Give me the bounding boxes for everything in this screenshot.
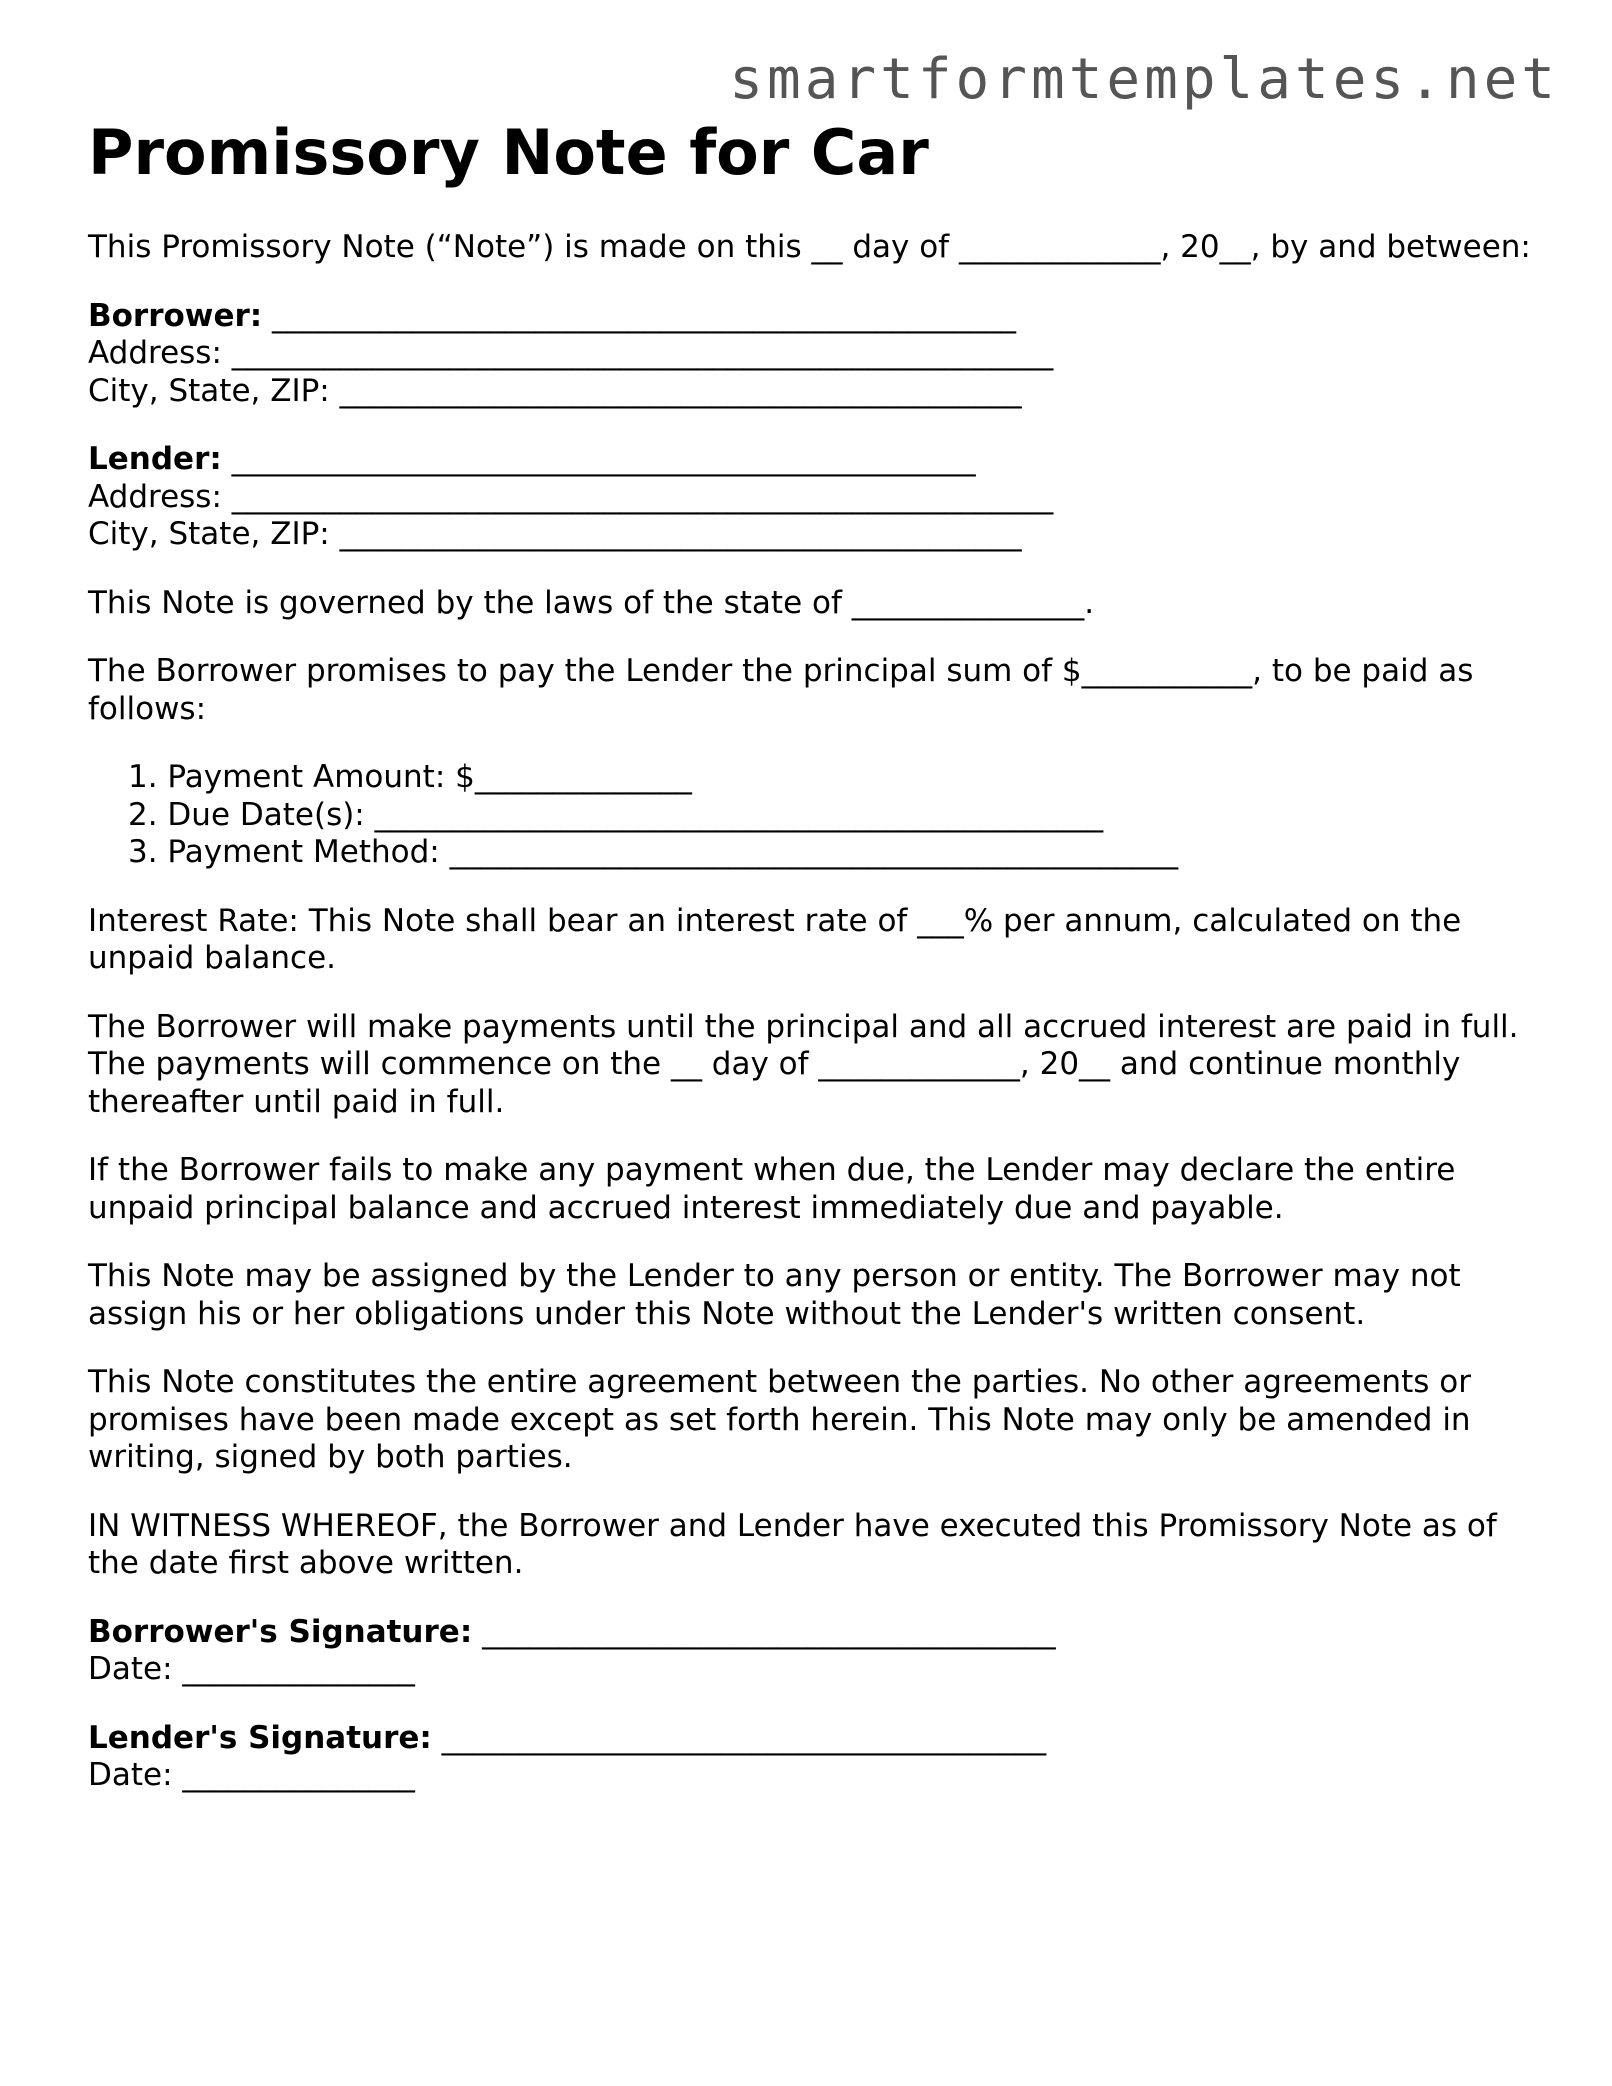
lender-signature-block (88, 1720, 1548, 1795)
payment-amount-item: 1. Payment Amount: $______________ (128, 759, 692, 795)
lender-name-line (88, 441, 1548, 479)
borrower-name-line (88, 298, 1548, 336)
borrower-name-blank: ________________________________________________ (262, 297, 1017, 334)
default-paragraph: If the Borrower fails to make any payment when due, the Lender may declare the entire unpaid principal balance and accrued interest immediately due and payable. (88, 1152, 1456, 1226)
borrower-signature-blank: _____________________________________ (472, 1613, 1056, 1650)
assignment-paragraph: This Note may be assigned by the Lender to any person or entity. The Borrower may not assign his or her obligations under this Note without the Lender's written consent. (88, 1258, 1461, 1332)
borrower-signature-label: Borrower's Signature: (88, 1613, 473, 1650)
governing-law-paragraph: This Note is governed by the laws of the state of _______________. (88, 584, 1095, 621)
lender-signature-line (88, 1720, 1548, 1758)
borrower-address-line: Address: _____________________________________________________ (88, 335, 1054, 371)
site-watermark: smartformtemplates.net (729, 47, 1559, 112)
witness-paragraph: IN WITNESS WHEREOF, the Borrower and Lender have executed this Promissory Note as of the date first above written. (88, 1507, 1497, 1581)
lender-label: Lender: (88, 441, 222, 477)
interest-rate-paragraph: Interest Rate: This Note shall bear an interest rate of ___% per annum, calculated on the unpaid balance. (88, 902, 1462, 976)
lender-address-line: Address: _____________________________________________________ (88, 478, 1054, 515)
intro-paragraph: This Promissory Note (“Note”) is made on this __ day of _____________, 20__, by and between: (88, 229, 1531, 265)
borrower-signature-line (88, 1614, 1548, 1652)
lender-date-line: Date: _______________ (88, 1757, 415, 1793)
borrower-date-line: Date: _______________ (88, 1651, 415, 1687)
borrower-block (88, 298, 1548, 411)
lender-name-blank: ________________________________________________ (221, 441, 976, 477)
borrower-label: Borrower: (88, 297, 263, 334)
due-dates-item: 2. Due Date(s): _______________________________________________ (128, 796, 1104, 833)
lender-city-line: City, State, ZIP: ____________________________________________ (88, 516, 1022, 552)
lender-signature-label: Lender's Signature: (88, 1719, 432, 1756)
principal-paragraph: The Borrower promises to pay the Lender the principal sum of $___________, to be paid as follows: (88, 653, 1474, 727)
entire-agreement-paragraph: This Note constitutes the entire agreement between the parties. No other agreements or promises have been made except as set forth herein. This Note may only be amended in writing, signed by both parties. (88, 1364, 1471, 1475)
payment-terms-list (88, 759, 1548, 872)
payments-paragraph: The Borrower will make payments until the principal and all accrued interest are paid in full. The payments will commence on the __ day of _____________, 20__ and continue monthly thereafter until paid in full. (88, 1008, 1519, 1120)
lender-signature-blank: _______________________________________ (431, 1719, 1047, 1756)
document-body (88, 229, 1548, 1826)
document-title: Promissory Note for Car (88, 116, 929, 189)
borrower-city-line: City, State, ZIP: ____________________________________________ (88, 372, 1022, 409)
payment-method-item: 3. Payment Method: _______________________________________________ (128, 834, 1179, 870)
borrower-signature-block (88, 1614, 1548, 1689)
lender-block (88, 441, 1548, 554)
